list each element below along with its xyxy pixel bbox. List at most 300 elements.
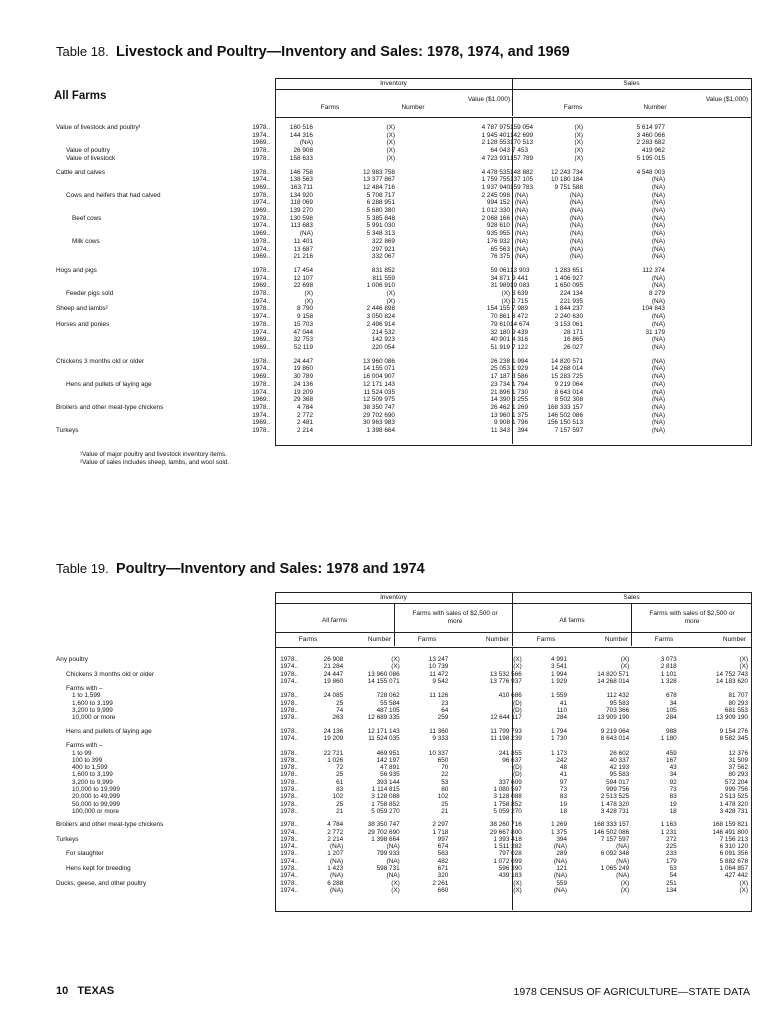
table-cell: 21 216 <box>293 253 313 261</box>
table-cell: 11 343 <box>490 427 510 435</box>
row-year: 1974.. <box>252 245 270 253</box>
table-cell: 6 288 <box>327 879 344 887</box>
table-cell: 13 960 <box>490 411 510 419</box>
table-cell: (NA) <box>651 274 665 282</box>
table-cell: 105 <box>666 707 677 715</box>
table-cell: (NA) <box>651 214 665 222</box>
table-cell: 110 <box>556 707 568 715</box>
table-cell: (X) <box>574 131 583 139</box>
table-cell: 38 350 747 <box>367 821 400 829</box>
table-cell: 12 509 975 <box>363 396 395 404</box>
table-cell: 24 085 <box>323 692 344 700</box>
table-cell: 674 <box>437 843 449 851</box>
table-cell: 1 929 <box>551 677 568 685</box>
table-cell: 13 247 <box>428 656 449 663</box>
row-label: Broilers and other meat-type chickens <box>56 821 164 829</box>
row-year: 1978.. <box>252 154 270 162</box>
table-cell: 159 783 <box>510 183 534 191</box>
table-cell: (NA) <box>386 872 400 880</box>
table-cell: 2 818 <box>660 663 677 671</box>
row-year: 1969.. <box>252 139 270 147</box>
table-row <box>56 344 748 352</box>
row-label: Turkeys <box>56 427 79 435</box>
table-cell: 8 502 308 <box>554 396 583 404</box>
table19-header-rule-2 <box>275 632 751 633</box>
table-cell: 83 <box>336 786 344 794</box>
table-cell <box>567 742 629 749</box>
table-cell: 3 428 731 <box>600 807 630 815</box>
table-cell: 12 983 758 <box>363 168 395 176</box>
table-cell: (NA) <box>651 313 665 321</box>
table-cell: 1 065 249 <box>600 865 630 873</box>
row-label: Hens and pullets of laying age <box>66 380 152 388</box>
table-cell: 1 478 320 <box>600 800 630 808</box>
table-cell: 337 609 <box>498 778 522 786</box>
row-label <box>56 872 275 879</box>
table-cell: 1 994 <box>551 670 568 678</box>
row-label <box>56 365 250 373</box>
table-cell: 64 <box>441 707 449 715</box>
row-year: 1978.. <box>252 124 270 131</box>
table-cell: 7 156 213 <box>719 835 748 843</box>
row-year: 1974.. <box>252 297 270 305</box>
table-cell <box>298 685 343 692</box>
table-cell: 2 481 <box>297 419 313 427</box>
table19-title-text: Poultry—Inventory and Sales: 1978 and 1974 <box>116 561 425 577</box>
table-cell: 102 <box>332 793 344 801</box>
row-year: 1974.. <box>280 857 298 865</box>
table-cell: 43 <box>669 764 677 772</box>
row-label: Chickens 3 months old or older <box>66 670 155 678</box>
table-cell: 598 731 <box>376 865 400 873</box>
row-year: 1969.. <box>252 253 270 261</box>
table-cell: 26 238 <box>490 357 510 365</box>
table-cell: 1 180 <box>660 734 677 742</box>
table18-footnote-1: ¹Value of major poultry and livestock inventory items. <box>80 451 227 458</box>
table-cell: 225 <box>666 843 677 851</box>
table-cell: 259 <box>437 714 449 722</box>
row-year: 1978.. <box>280 786 298 794</box>
table-cell: 1 758 852 <box>371 800 400 808</box>
table-cell: 170 513 <box>510 139 534 147</box>
table-cell: 2 513 525 <box>600 793 630 801</box>
table-cell: 1 375 <box>551 828 568 836</box>
table-cell: 26 908 <box>323 656 344 663</box>
table-cell: (X) <box>386 147 395 155</box>
table18-col-farms-sales: Farms <box>563 104 583 111</box>
table-cell: 2 446 898 <box>366 305 395 313</box>
table-cell: (NA) <box>651 282 665 290</box>
table-cell: 1 929 <box>512 365 528 373</box>
table-cell: 52 119 <box>293 343 313 351</box>
table-cell: 1 794 <box>551 727 568 735</box>
table-row <box>56 139 748 147</box>
row-label: Broilers and other meat-type chickens <box>56 403 164 411</box>
table-cell: 19 209 <box>293 388 313 396</box>
table-row <box>56 282 748 290</box>
table-cell: 10 337 <box>428 749 449 757</box>
table-cell: 419 962 <box>641 147 665 155</box>
table-cell: 439 183 <box>498 872 522 880</box>
table18-footnote-2: ²Value of sales includes sheep, lambs, and wool sold. <box>80 458 229 466</box>
table-cell: 14 674 <box>510 320 530 328</box>
table-cell: 73 <box>669 786 677 794</box>
table-cell: (X) <box>513 656 522 663</box>
table-row <box>56 771 748 778</box>
table-cell: 5 059 270 <box>493 807 522 815</box>
table-cell: 678 <box>666 692 677 700</box>
table-cell: 5 708 717 <box>366 191 395 199</box>
table-cell: (NA) <box>514 222 528 230</box>
table-cell: 320 <box>437 872 449 880</box>
table-cell: (X) <box>620 879 630 887</box>
table-cell: 797 028 <box>498 850 522 858</box>
row-year: 1978.. <box>280 835 298 843</box>
table-cell: (NA) <box>514 214 528 222</box>
table-cell: 148 882 <box>510 168 534 176</box>
table-cell: (NA) <box>553 886 568 894</box>
row-year: 1969.. <box>252 373 270 381</box>
table-cell: 92 <box>669 778 677 786</box>
table-cell: 12 644 117 <box>490 714 522 722</box>
table-cell: 19 <box>669 800 677 808</box>
row-year: 1974.. <box>252 411 270 419</box>
table-cell: 11 799 793 <box>490 727 522 735</box>
table-cell: 14 752 743 <box>716 670 748 678</box>
table-cell: (NA) <box>651 343 665 351</box>
row-year: 1978.. <box>252 290 270 298</box>
table-cell: 1 375 <box>512 411 528 419</box>
table-row <box>56 365 748 373</box>
table-cell: 1 283 651 <box>554 266 583 274</box>
table-cell: 8 279 <box>649 290 665 298</box>
row-label <box>56 344 250 352</box>
row-year: 1974.. <box>280 886 298 894</box>
table-cell: 30 789 <box>293 373 313 381</box>
table-row <box>56 305 748 313</box>
table-cell: 22 698 <box>293 282 313 290</box>
table19-header-subdivider-sales <box>631 603 632 646</box>
table19-col-farms-4: Farms <box>654 636 674 643</box>
table-cell: 4 316 <box>512 336 528 344</box>
table-cell <box>448 685 521 692</box>
row-year: 1978.. <box>252 380 270 388</box>
row-year: 1974.. <box>252 328 270 336</box>
table-cell: 594 017 <box>606 778 630 786</box>
table-row <box>56 865 748 872</box>
table-cell: 74 <box>336 707 344 715</box>
table18-title-text: Livestock and Poultry—Inventory and Sales: 1978, 1974, and 1969 <box>116 44 570 60</box>
table-cell: 1 718 <box>432 828 449 836</box>
table-row <box>56 184 748 192</box>
table-cell: 224 134 <box>559 290 583 298</box>
table-cell: 19 <box>559 800 568 808</box>
table-cell: 32 180 <box>490 328 510 336</box>
table-cell: (X) <box>620 663 630 671</box>
table19-data <box>56 656 748 894</box>
row-year: 1974.. <box>252 388 270 396</box>
table-cell: (NA) <box>569 253 583 261</box>
row-year: 1978.. <box>252 427 270 435</box>
table-cell: 31 989 <box>490 282 510 290</box>
row-year: 1978.. <box>252 191 270 199</box>
table-cell: (D) <box>512 764 522 772</box>
table-cell: 17 454 <box>293 266 313 274</box>
table-cell: 11 126 <box>429 692 449 700</box>
row-year: 1974.. <box>252 199 270 207</box>
table-cell: (X) <box>304 297 313 305</box>
table-cell: 12 689 335 <box>367 714 400 722</box>
row-year: 1974.. <box>280 734 298 742</box>
table-cell: 6 310 120 <box>719 843 748 851</box>
table-cell: 81 707 <box>728 692 748 700</box>
row-label: 20,000 to 49,999 <box>72 793 120 801</box>
table-cell: 41 <box>559 771 568 779</box>
table-cell: 95 583 <box>609 699 630 707</box>
table-cell: 7 157 597 <box>600 835 630 843</box>
row-label: Milk cows <box>72 237 100 245</box>
table-cell <box>522 685 567 692</box>
table-cell: 6 288 951 <box>366 199 395 207</box>
table-row <box>56 176 748 184</box>
table-cell: 3 128 088 <box>493 793 522 801</box>
table-cell: 160 516 <box>289 124 313 131</box>
table-cell: (X) <box>386 139 395 147</box>
table-cell: 9 158 <box>297 313 313 321</box>
row-label: 10,000 to 19,999 <box>72 786 120 794</box>
table-cell: (NA) <box>569 191 583 199</box>
page-footer-left <box>56 985 114 997</box>
table-row <box>56 714 748 721</box>
row-label <box>56 329 250 337</box>
row-label: Value of livestock and poultry¹ <box>56 124 141 131</box>
row-label: 100,000 or more <box>72 807 119 815</box>
table-cell: (X) <box>386 124 395 131</box>
table-cell: (NA) <box>651 357 665 365</box>
row-label: Cattle and calves <box>56 168 106 176</box>
table-cell: (D) <box>512 771 522 779</box>
table-cell: 2 261 <box>432 879 449 887</box>
table-cell: 38 260 716 <box>489 821 522 829</box>
row-label <box>56 858 275 865</box>
table-cell: 8 643 014 <box>600 734 630 742</box>
table-cell: 24 136 <box>293 380 313 388</box>
table-cell: 1 559 <box>551 692 568 700</box>
table-row <box>56 707 748 714</box>
table-cell <box>677 685 748 692</box>
table-row <box>56 169 748 177</box>
table-cell: 42 193 <box>609 764 630 772</box>
table-cell: 102 <box>437 793 449 801</box>
table-cell: 18 <box>559 807 568 815</box>
table-cell: 22 <box>441 771 449 779</box>
table-cell: 142 197 <box>376 756 400 764</box>
table-cell: 13 532 566 <box>489 670 522 678</box>
table-row <box>56 419 748 427</box>
table-cell: (X) <box>574 124 583 131</box>
table-cell: 596 390 <box>498 865 522 873</box>
table-cell: (X) <box>574 154 583 162</box>
table-cell: 427 442 <box>724 872 748 880</box>
table-cell: 59 061 <box>490 266 510 274</box>
table-cell: (NA) <box>651 191 665 199</box>
table-cell: 47 891 <box>380 764 400 772</box>
row-label <box>56 389 250 397</box>
table-cell: 80 293 <box>728 699 748 707</box>
table-cell: (D) <box>512 707 522 715</box>
table-cell <box>522 742 567 749</box>
table-cell: (X) <box>391 663 400 671</box>
table-row <box>56 222 748 230</box>
table-cell: 1 398 664 <box>366 427 395 435</box>
table-cell: 73 <box>559 786 568 794</box>
table-cell: 5 385 848 <box>366 214 395 222</box>
table-cell: (NA) <box>651 388 665 396</box>
row-label: Turkeys <box>56 835 79 843</box>
table-row <box>56 132 748 140</box>
table-cell: 12 107 <box>293 274 313 282</box>
table-row <box>56 843 748 850</box>
table-cell: 1 328 <box>660 677 677 685</box>
table-cell: 14 155 071 <box>363 365 395 373</box>
table-cell: 13 909 190 <box>597 714 630 722</box>
table-cell: 831 852 <box>371 266 395 274</box>
table-cell: 9 751 588 <box>554 183 583 191</box>
row-label: 3,200 to 9,999 <box>72 778 113 786</box>
table-cell: (NA) <box>651 336 665 344</box>
row-year: 1978.. <box>252 214 270 222</box>
table-cell: 26 602 <box>609 749 630 757</box>
row-label: For slaughter <box>66 850 104 858</box>
table-cell: 29 702 690 <box>367 828 400 836</box>
row-label: Farms with – <box>66 685 103 693</box>
table-cell: 179 <box>666 857 677 865</box>
table-cell: (NA) <box>514 199 528 207</box>
row-year: 1978.. <box>280 707 298 715</box>
table19-sub-2500-sales: Farms with sales of $2,500 or more <box>649 610 735 625</box>
row-label <box>56 176 250 184</box>
table-cell: (X) <box>386 290 395 298</box>
table-cell: 25 <box>336 771 344 779</box>
table-cell: 70 <box>441 764 449 772</box>
table-cell: 4 723 931 <box>481 154 510 162</box>
table-cell: (NA) <box>330 872 344 880</box>
table-cell: 83 <box>669 793 677 801</box>
table-cell: 11 524 035 <box>368 734 400 742</box>
table-cell: 113 683 <box>290 222 313 230</box>
table19-header-subdivider-inv <box>394 603 395 646</box>
table-cell: 1 423 <box>327 865 344 873</box>
table18-group-sales: Sales <box>623 80 640 87</box>
table-cell: 6 091 356 <box>719 850 748 858</box>
table-cell: (X) <box>501 297 510 305</box>
table-cell: 134 <box>666 886 677 894</box>
row-year: 1978.. <box>280 764 298 772</box>
table-cell: 13 960 086 <box>367 670 400 678</box>
table19-number: Table 19. <box>56 561 109 576</box>
table-cell: 1 026 <box>327 756 344 764</box>
table-cell: 138 563 <box>289 176 313 184</box>
table-cell: 70 861 <box>490 313 510 321</box>
table-cell: 2 513 525 <box>719 793 748 801</box>
table19-group-sales: Sales <box>623 594 640 601</box>
row-year: 1978.. <box>280 699 298 707</box>
table-cell: 47 044 <box>293 328 313 336</box>
row-label: Farms with – <box>66 742 103 750</box>
table-cell: 1 759 755 <box>481 176 510 184</box>
table-cell: 233 <box>666 850 677 858</box>
table-cell: 4 991 <box>551 656 568 663</box>
table18-col-value-sales: Value ($1,000) <box>705 96 748 103</box>
table-cell: 4 784 <box>327 821 344 829</box>
table-cell: 681 553 <box>724 707 748 715</box>
table-row <box>56 124 748 132</box>
table-cell: (X) <box>386 297 395 305</box>
table-cell: 994 152 <box>486 199 510 207</box>
table-cell: 7 989 <box>512 305 528 313</box>
table-cell: 9 333 <box>432 734 449 742</box>
row-label: 1,600 to 3,199 <box>72 771 113 779</box>
row-label <box>56 336 250 344</box>
table-cell: 156 150 513 <box>547 419 583 427</box>
table-cell: 16 004 907 <box>363 373 395 381</box>
row-label <box>56 207 250 215</box>
table-cell: 65 563 <box>490 245 510 253</box>
row-year: 1974.. <box>280 677 298 685</box>
table-cell: 469 951 <box>376 749 400 757</box>
table-row <box>56 199 748 207</box>
table-row <box>56 313 748 321</box>
table-cell: 12 171 143 <box>367 727 400 735</box>
table-row <box>56 215 748 223</box>
table-cell: 55 584 <box>380 699 400 707</box>
table-cell: (NA) <box>651 403 665 411</box>
table-cell: 1 650 095 <box>554 282 583 290</box>
table-cell: 95 583 <box>609 771 630 779</box>
table-cell: 12 484 716 <box>363 183 395 191</box>
table-cell: 14 183 620 <box>716 677 748 685</box>
table-cell: 16 865 <box>563 336 583 344</box>
row-label <box>56 253 250 261</box>
table-cell: 394 <box>556 835 568 843</box>
table-cell: 728 062 <box>376 692 400 700</box>
row-year: 1978.. <box>252 305 270 313</box>
row-label <box>56 132 250 140</box>
table-cell: 3 255 <box>512 396 528 404</box>
table-cell: (X) <box>513 886 522 894</box>
table-cell: 15 283 725 <box>551 373 583 381</box>
table-row <box>56 246 748 254</box>
table-cell: 51 919 <box>490 343 510 351</box>
table-cell: 2 128 553 <box>481 139 510 147</box>
table-cell: 3 586 <box>512 373 528 381</box>
table-cell: 9 542 <box>432 677 449 685</box>
table-cell: 14 820 571 <box>551 357 583 365</box>
table-cell: 19 209 <box>323 734 344 742</box>
table-cell: 935 955 <box>486 230 510 238</box>
table-cell: 5 059 270 <box>371 807 400 815</box>
row-label <box>56 373 250 381</box>
table-cell: 1 844 237 <box>554 305 583 313</box>
table-cell: 11 360 <box>429 727 449 735</box>
table-cell: (NA) <box>616 843 630 851</box>
table-cell: 10 180 184 <box>551 176 583 184</box>
table-cell: (NA) <box>330 843 344 851</box>
table-cell: 80 <box>441 786 449 794</box>
table-cell: (NA) <box>553 843 568 851</box>
table19-col-number-4: Number <box>722 636 746 643</box>
table-row <box>56 821 748 828</box>
